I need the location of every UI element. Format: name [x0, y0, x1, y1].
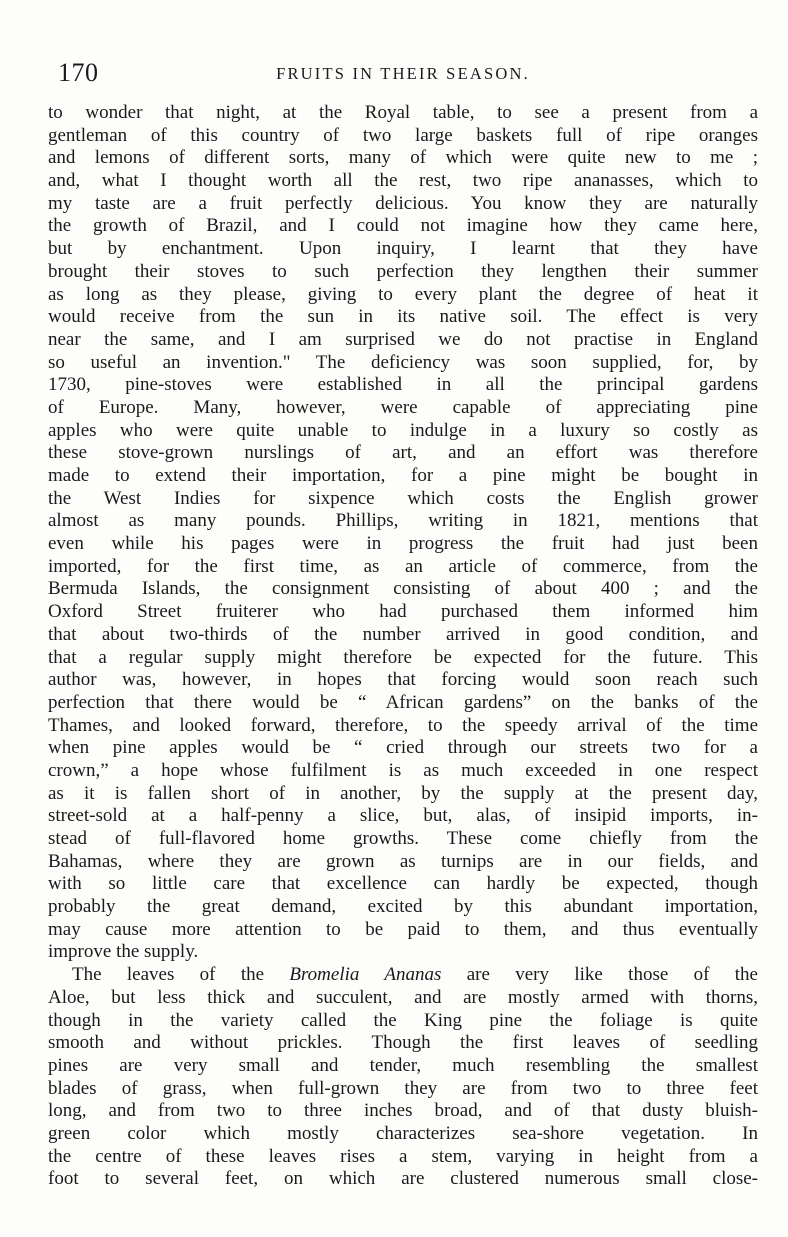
paragraph: [48, 964, 758, 1191]
text-line: even while his pages were in progress the fruit had just been: [48, 533, 758, 555]
text-line: stead of full-flavored home growths. These come chiefly from the: [48, 828, 758, 849]
page-header: [58, 58, 748, 88]
text-line: street-sold at a half-penny a slice, but, alas, of insipid imports, in-: [48, 805, 758, 827]
text-line: Bahamas, where they are grown as turnips are in our fields, and: [48, 850, 758, 872]
text-line: as long as they please, giving to every plant the degree of heat it: [48, 283, 758, 305]
text-line: green color which mostly characterizes sea-shore vegetation. In: [48, 1122, 758, 1144]
text-line: the growth of Brazil, and I could not imagine how they came here,: [48, 215, 758, 237]
text-line: of Europe. Many, however, were capable of appreciating pine: [48, 396, 758, 418]
text-line: that a regular supply might therefore be expected for the future. This: [48, 646, 758, 668]
text-line: perfection that there would be “ African gardens” on the banks of the: [48, 691, 758, 713]
body-text: [48, 102, 758, 1191]
text-line: Aloe, but less thick and succulent, and are mostly armed with thorns,: [48, 986, 758, 1008]
text-line: long, and from two to three inches broad, and of that dusty bluish-: [48, 1100, 758, 1122]
text-line: [48, 964, 758, 987]
text-line: the centre of these leaves rises a stem, varying in height from a: [48, 1145, 758, 1167]
text-line: when pine apples would be “ cried through our streets two for a: [48, 737, 758, 759]
text-line: though in the variety called the King pine the foliage is quite: [48, 1009, 758, 1031]
paragraph: [48, 102, 758, 964]
running-head: FRUITS IN THEIR SEASON.: [276, 64, 530, 83]
text-line: 1730, pine-stoves were established in all the principal gardens: [48, 374, 758, 396]
text-line: as it is fallen short of in another, by the supply at the present day,: [48, 782, 758, 804]
text-line: to wonder that night, at the Royal table, to see a present from a: [48, 102, 758, 123]
text-line: may cause more attention to be paid to them, and thus eventually: [48, 918, 758, 940]
text-line: almost as many pounds. Phillips, writing in 1821, mentions that: [48, 510, 758, 532]
text-run: The leaves of the: [72, 964, 290, 986]
text-line: that about two-thirds of the number arrived in good condition, and: [48, 623, 758, 645]
text-line: crown,” a hope whose fulfilment is as much exceeded in one respect: [48, 759, 758, 781]
botanical-name: Bromelia Ananas: [289, 964, 442, 986]
text-line: improve the supply.: [48, 941, 199, 963]
text-line: Thames, and looked forward, therefore, to the speedy arrival of the time: [48, 714, 758, 736]
text-line: made to extend their importation, for a pine might be bought in: [48, 465, 758, 486]
text-line: apples who were quite unable to indulge in a luxury so costly as: [48, 419, 758, 441]
text-line: near the same, and I am surprised we do not practise in England: [48, 328, 758, 350]
text-line: brought their stoves to such perfection they lengthen their summer: [48, 260, 758, 282]
page-number: 170: [58, 58, 99, 87]
text-line: Bermuda Islands, the consignment consisting of about 400 ; and the: [48, 578, 758, 600]
text-line: blades of grass, when full-grown they are from two to three feet: [48, 1077, 758, 1099]
text-line: smooth and without prickles. Though the first leaves of seedling: [48, 1032, 758, 1054]
text-line: my taste are a fruit perfectly delicious. You know they are naturally: [48, 192, 758, 214]
text-line: gentleman of this country of two large baskets full of ripe oranges: [48, 124, 758, 146]
text-line: probably the great demand, excited by this abundant importation,: [48, 896, 758, 918]
text-line: Oxford Street fruiterer who had purchased them informed him: [48, 601, 758, 623]
text-run: are very like those of the: [441, 964, 758, 986]
text-line: and, what I thought worth all the rest, two ripe ananasses, which to: [48, 170, 758, 192]
text-line: but by enchantment. Upon inquiry, I learnt that they have: [48, 238, 758, 260]
text-line: imported, for the first time, as an article of commerce, from the: [48, 555, 758, 577]
text-line: with so little care that excellence can hardly be expected, though: [48, 873, 758, 895]
text-line: these stove-grown nurslings of art, and an effort was therefore: [48, 442, 758, 464]
text-line: would receive from the sun in its native soil. The effect is very: [48, 306, 758, 328]
text-line: the West Indies for sixpence which costs the English grower: [48, 487, 758, 509]
text-line: foot to several feet, on which are clustered numerous small close-: [48, 1168, 758, 1190]
text-line: pines are very small and tender, much resembling the smallest: [48, 1054, 758, 1076]
text-line: so useful an invention." The deficiency was soon supplied, for, by: [48, 351, 758, 373]
text-line: and lemons of different sorts, many of which were quite new to me ;: [48, 147, 758, 169]
text-line: author was, however, in hopes that forcing would soon reach such: [48, 669, 758, 691]
